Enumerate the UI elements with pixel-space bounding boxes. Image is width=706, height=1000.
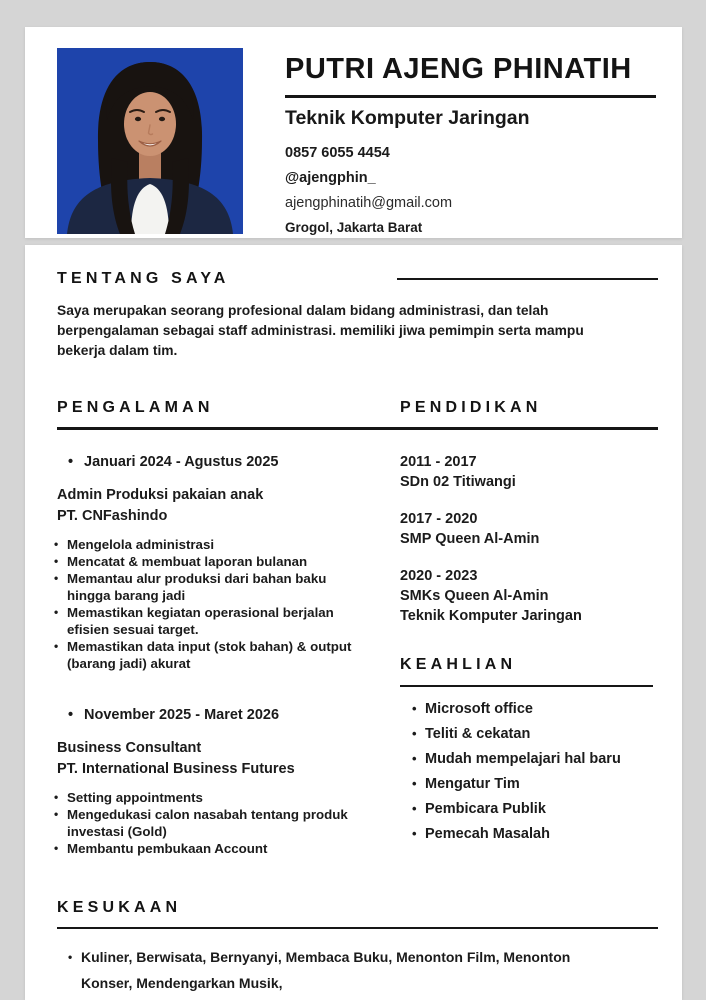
hobbies-rule xyxy=(57,927,658,930)
job-company: PT. CNFashindo xyxy=(57,507,168,524)
duty-item: • Membantu pembukaan Account xyxy=(54,840,372,857)
profession-subtitle: Teknik Komputer Jaringan xyxy=(285,107,530,129)
duty-item: • Setting appointments xyxy=(54,789,372,806)
job-entry xyxy=(57,706,372,857)
job-period: • November 2025 - Maret 2026 xyxy=(57,706,372,724)
education-title: PENDIDIKAN xyxy=(400,399,542,416)
duty-item: • Mencatat & membuat laporan bulanan xyxy=(54,553,372,570)
skill-item: • Pembicara Publik xyxy=(400,802,658,817)
job-entry xyxy=(57,453,372,672)
duty-item: • Memastikan kegiatan operasional berjalan efisien sesuai target. xyxy=(54,604,372,638)
hobbies-title: KESUKAAN xyxy=(57,898,182,916)
education-period: 2020 - 2023 xyxy=(400,567,478,584)
skills-rule xyxy=(400,685,653,688)
header-info xyxy=(285,53,656,235)
skill-item: • Mudah mempelajari hal baru xyxy=(400,752,658,767)
about-rule xyxy=(397,278,658,281)
skills-title: KEAHLIAN xyxy=(400,655,517,673)
person-name: PUTRI AJENG PHINATIH xyxy=(285,53,632,85)
job-company: PT. International Business Futures xyxy=(57,760,295,777)
experience-title: PENGALAMAN xyxy=(57,399,214,416)
email-address: ajengphinatih@gmail.com xyxy=(285,195,453,211)
experience-column xyxy=(57,445,400,857)
two-column-headings xyxy=(57,399,658,417)
education-school: SMKs Queen Al-Amin xyxy=(400,587,549,604)
skill-item: • Mengatur Tim xyxy=(400,777,658,792)
education-column xyxy=(400,445,658,857)
hobbies-section xyxy=(57,899,658,997)
instagram-handle: @ajengphin_ xyxy=(285,170,376,186)
location-text: Grogol, Jakarta Barat xyxy=(285,220,423,235)
portrait-illustration xyxy=(57,48,243,234)
job-duties-list xyxy=(54,536,372,672)
skill-item: • Pemecah Masalah xyxy=(400,827,658,842)
hobbies-list xyxy=(57,944,658,996)
education-entry xyxy=(400,566,658,626)
duty-item: • Mengelola administrasi xyxy=(54,536,372,553)
education-entry xyxy=(400,452,658,492)
education-entry xyxy=(400,509,658,549)
skill-item: • Microsoft office xyxy=(400,702,658,717)
job-role: Business Consultant xyxy=(57,739,202,756)
education-school: SMP Queen Al-Amin xyxy=(400,530,540,547)
main-card xyxy=(25,245,682,1000)
phone-number: 0857 6055 4454 xyxy=(285,145,390,161)
about-text: Saya merupakan seorang profesional dalam bidang administrasi, dan telah berpengalaman sebagai staff administrasi. memiliki jiwa pemimpin serta mampu bekerja dalam tim. xyxy=(57,303,584,358)
education-period: 2011 - 2017 xyxy=(400,453,477,470)
name-underline xyxy=(285,95,656,98)
profile-photo xyxy=(57,48,243,234)
skill-item: • Teliti & cekatan xyxy=(400,727,658,742)
job-duties-list xyxy=(54,789,372,857)
experience-education-rule xyxy=(57,427,658,430)
job-period: • Januari 2024 - Agustus 2025 xyxy=(57,453,372,471)
education-major: Teknik Komputer Jaringan xyxy=(400,607,582,624)
hobby-item: • Kuliner, Berwisata, Bernyanyi, Membaca Buku, Menonton Film, Menonton Konser, Mendengarkan Musik, xyxy=(57,944,602,996)
education-period: 2017 - 2020 xyxy=(400,510,478,527)
duty-item: • Memantau alur produksi dari bahan baku hingga barang jadi xyxy=(54,570,372,604)
duty-item: • Memastikan data input (stok bahan) & output (barang jadi) akurat xyxy=(54,638,372,672)
two-column-body xyxy=(57,445,658,857)
education-school: SDn 02 Titiwangi xyxy=(400,473,516,490)
duty-item: • Mengedukasi calon nasabah tentang produk investasi (Gold) xyxy=(54,806,372,840)
about-section-header xyxy=(57,270,658,288)
skills-list xyxy=(400,702,658,842)
header-card xyxy=(25,27,682,238)
job-role: Admin Produksi pakaian anak xyxy=(57,486,264,503)
about-title: TENTANG SAYA xyxy=(57,270,230,287)
